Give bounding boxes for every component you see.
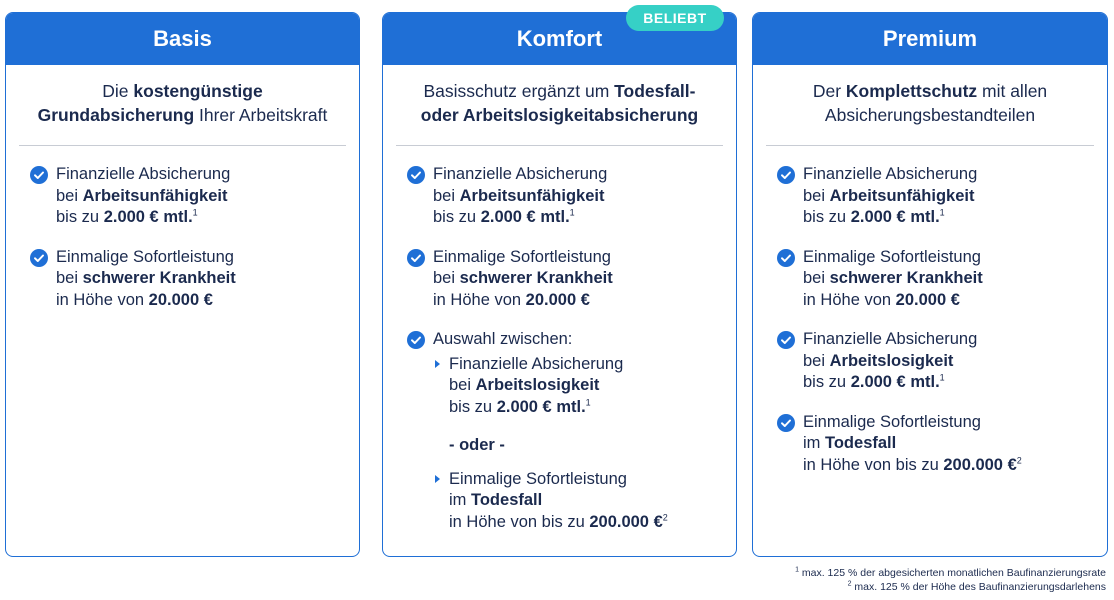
plan-description-premium: Der Komplettschutz mit allen Absicherungsbestandteilen <box>812 81 1048 125</box>
feature-item: Einmalige Sofortleistung im Todesfall in Höhe von bis zu 200.000 €$^2$ <box>753 412 1107 477</box>
check-circle-icon <box>777 166 795 184</box>
check-circle-icon <box>777 331 795 349</box>
plan-title-basis: Basis <box>6 13 359 65</box>
divider <box>766 145 1094 146</box>
feature-item: Finanzielle Absicherung bei Arbeitsunfähigkeit bis zu 2.000 € mtl.$^1$ <box>6 164 359 229</box>
footnote-1: $^1$ max. 125 % der abgesicherten monatlichen Baufinanzierungsrate <box>795 566 1106 579</box>
feature-item: Einmalige Sofortleistung bei schwerer Krankheit in Höhe von 20.000 € <box>383 247 736 312</box>
feature-item: Finanzielle Absicherung bei Arbeitslosigkeit bis zu 2.000 € mtl.$^1$ <box>753 329 1107 394</box>
plan-title-komfort: Komfort <box>383 13 736 65</box>
check-circle-icon <box>777 249 795 267</box>
footnote-2: $^2$ max. 125 % der Höhe des Baufinanzierungsdarlehens <box>847 580 1106 593</box>
plan-description-basis: Die kostengünstige Grundabsicherung Ihrer Arbeitskraft <box>37 81 328 125</box>
footnotes <box>795 566 1106 594</box>
plan-card-basis <box>5 12 360 557</box>
plan-card-komfort <box>382 12 737 557</box>
feature-item: Auswahl zwischen: <box>383 329 736 351</box>
feature-item: Finanzielle Absicherung bei Arbeitsunfähigkeit bis zu 2.000 € mtl.$^1$ <box>753 164 1107 229</box>
check-circle-icon <box>30 166 48 184</box>
feature-item: Finanzielle Absicherung bei Arbeitsunfähigkeit bis zu 2.000 € mtl.$^1$ <box>383 164 736 229</box>
check-circle-icon <box>777 414 795 432</box>
plan-description-komfort: Basisschutz ergänzt um Todesfall- oder Arbeitslosigkeitabsicherung <box>420 81 699 125</box>
feature-item: Einmalige Sofortleistung bei schwerer Krankheit in Höhe von 20.000 € <box>753 247 1107 312</box>
divider <box>19 145 346 146</box>
check-circle-icon <box>30 249 48 267</box>
or-separator: - oder - <box>449 436 505 454</box>
plan-card-premium <box>752 12 1108 557</box>
check-circle-icon <box>407 166 425 184</box>
feature-item: Einmalige Sofortleistung bei schwerer Krankheit in Höhe von 20.000 € <box>6 247 359 312</box>
popular-badge: BELIEBT <box>626 5 724 31</box>
check-circle-icon <box>407 331 425 349</box>
divider <box>396 145 723 146</box>
plan-title-premium: Premium <box>753 13 1107 65</box>
check-circle-icon <box>407 249 425 267</box>
caret-right-icon <box>435 360 440 368</box>
sub-option-item: Einmalige Sofortleistung im Todesfall in Höhe von bis zu 200.000 €$^2$ <box>383 469 736 534</box>
sub-option-item: Finanzielle Absicherung bei Arbeitslosigkeit bis zu 2.000 € mtl.$^1$ <box>383 354 736 419</box>
caret-right-icon <box>435 475 440 483</box>
